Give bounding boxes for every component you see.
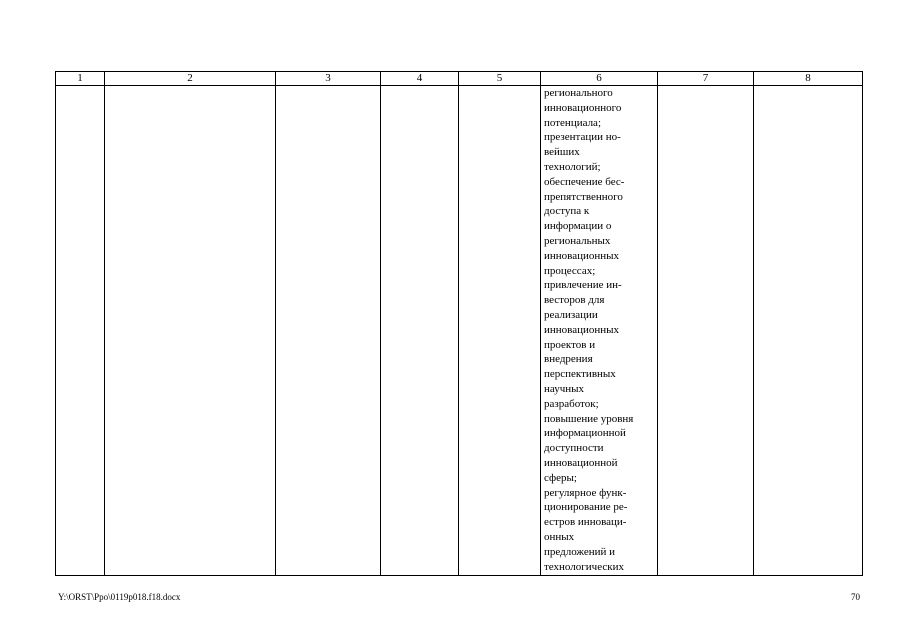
text-line: доступности [544,442,604,455]
text-line: повышение уровня [544,412,634,425]
text-line: ционирование ре- [544,501,628,514]
cell-col-4 [381,86,459,576]
text-line: инновационной [544,456,618,469]
cell-col-7 [658,86,754,576]
text-line: инновационных [544,249,620,262]
document-table [55,71,863,576]
text-line: внедрения [544,353,593,366]
text-line: перспективных [544,368,616,381]
cell-col-1 [56,86,105,576]
column-header-8: 8 [754,72,863,86]
header-row [56,72,863,86]
text-line: разработок; [544,397,599,410]
text-line: предложений и [544,545,616,558]
text-line: презентации но- [544,131,621,144]
text-line: реализации [544,308,598,321]
text-line: инновационного [544,101,622,114]
text-line: потенциала; [544,116,601,129]
text-line: сферы; [544,471,577,484]
cell-col-5 [459,86,541,576]
column-header-5: 5 [459,72,541,86]
text-line: регулярное функ- [544,486,627,499]
text-line: научных [544,382,585,395]
text-line: весторов для [544,294,605,307]
text-line: технологических [544,560,624,573]
column-header-6: 6 [541,72,658,86]
column-header-4: 4 [381,72,459,86]
cell-col-8 [754,86,863,576]
page-number: 70 [851,592,860,602]
text-line: регионального [544,87,613,99]
text-line: информационной [544,427,626,440]
text-line: инновационных [544,323,620,336]
column-header-7: 7 [658,72,754,86]
text-line: вейших [544,146,580,159]
text-line: процессах; [544,264,596,277]
text-line: привлечение ин- [544,279,622,292]
footer-file-path: Y:\ORST\Ppo\0119p018.f18.docx [58,592,181,602]
column-header-2: 2 [105,72,276,86]
text-line: естров инноваци- [544,516,627,529]
text-line: проектов и [544,338,596,351]
column-header-3: 3 [276,72,381,86]
text-line: препятственного [544,190,623,203]
cell-col-2 [105,86,276,576]
cell-col-3 [276,86,381,576]
cell-col-6 [541,86,658,576]
text-line: региональных [544,234,611,247]
table-row [56,86,863,576]
text-line: доступа к [544,205,590,218]
text-line: информации о [544,220,612,233]
column-header-1: 1 [56,72,105,86]
text-line: онных [544,530,575,543]
column6-text [541,86,657,574]
text-line: технологий; [544,160,601,173]
text-line: обеспечение бес- [544,175,625,188]
